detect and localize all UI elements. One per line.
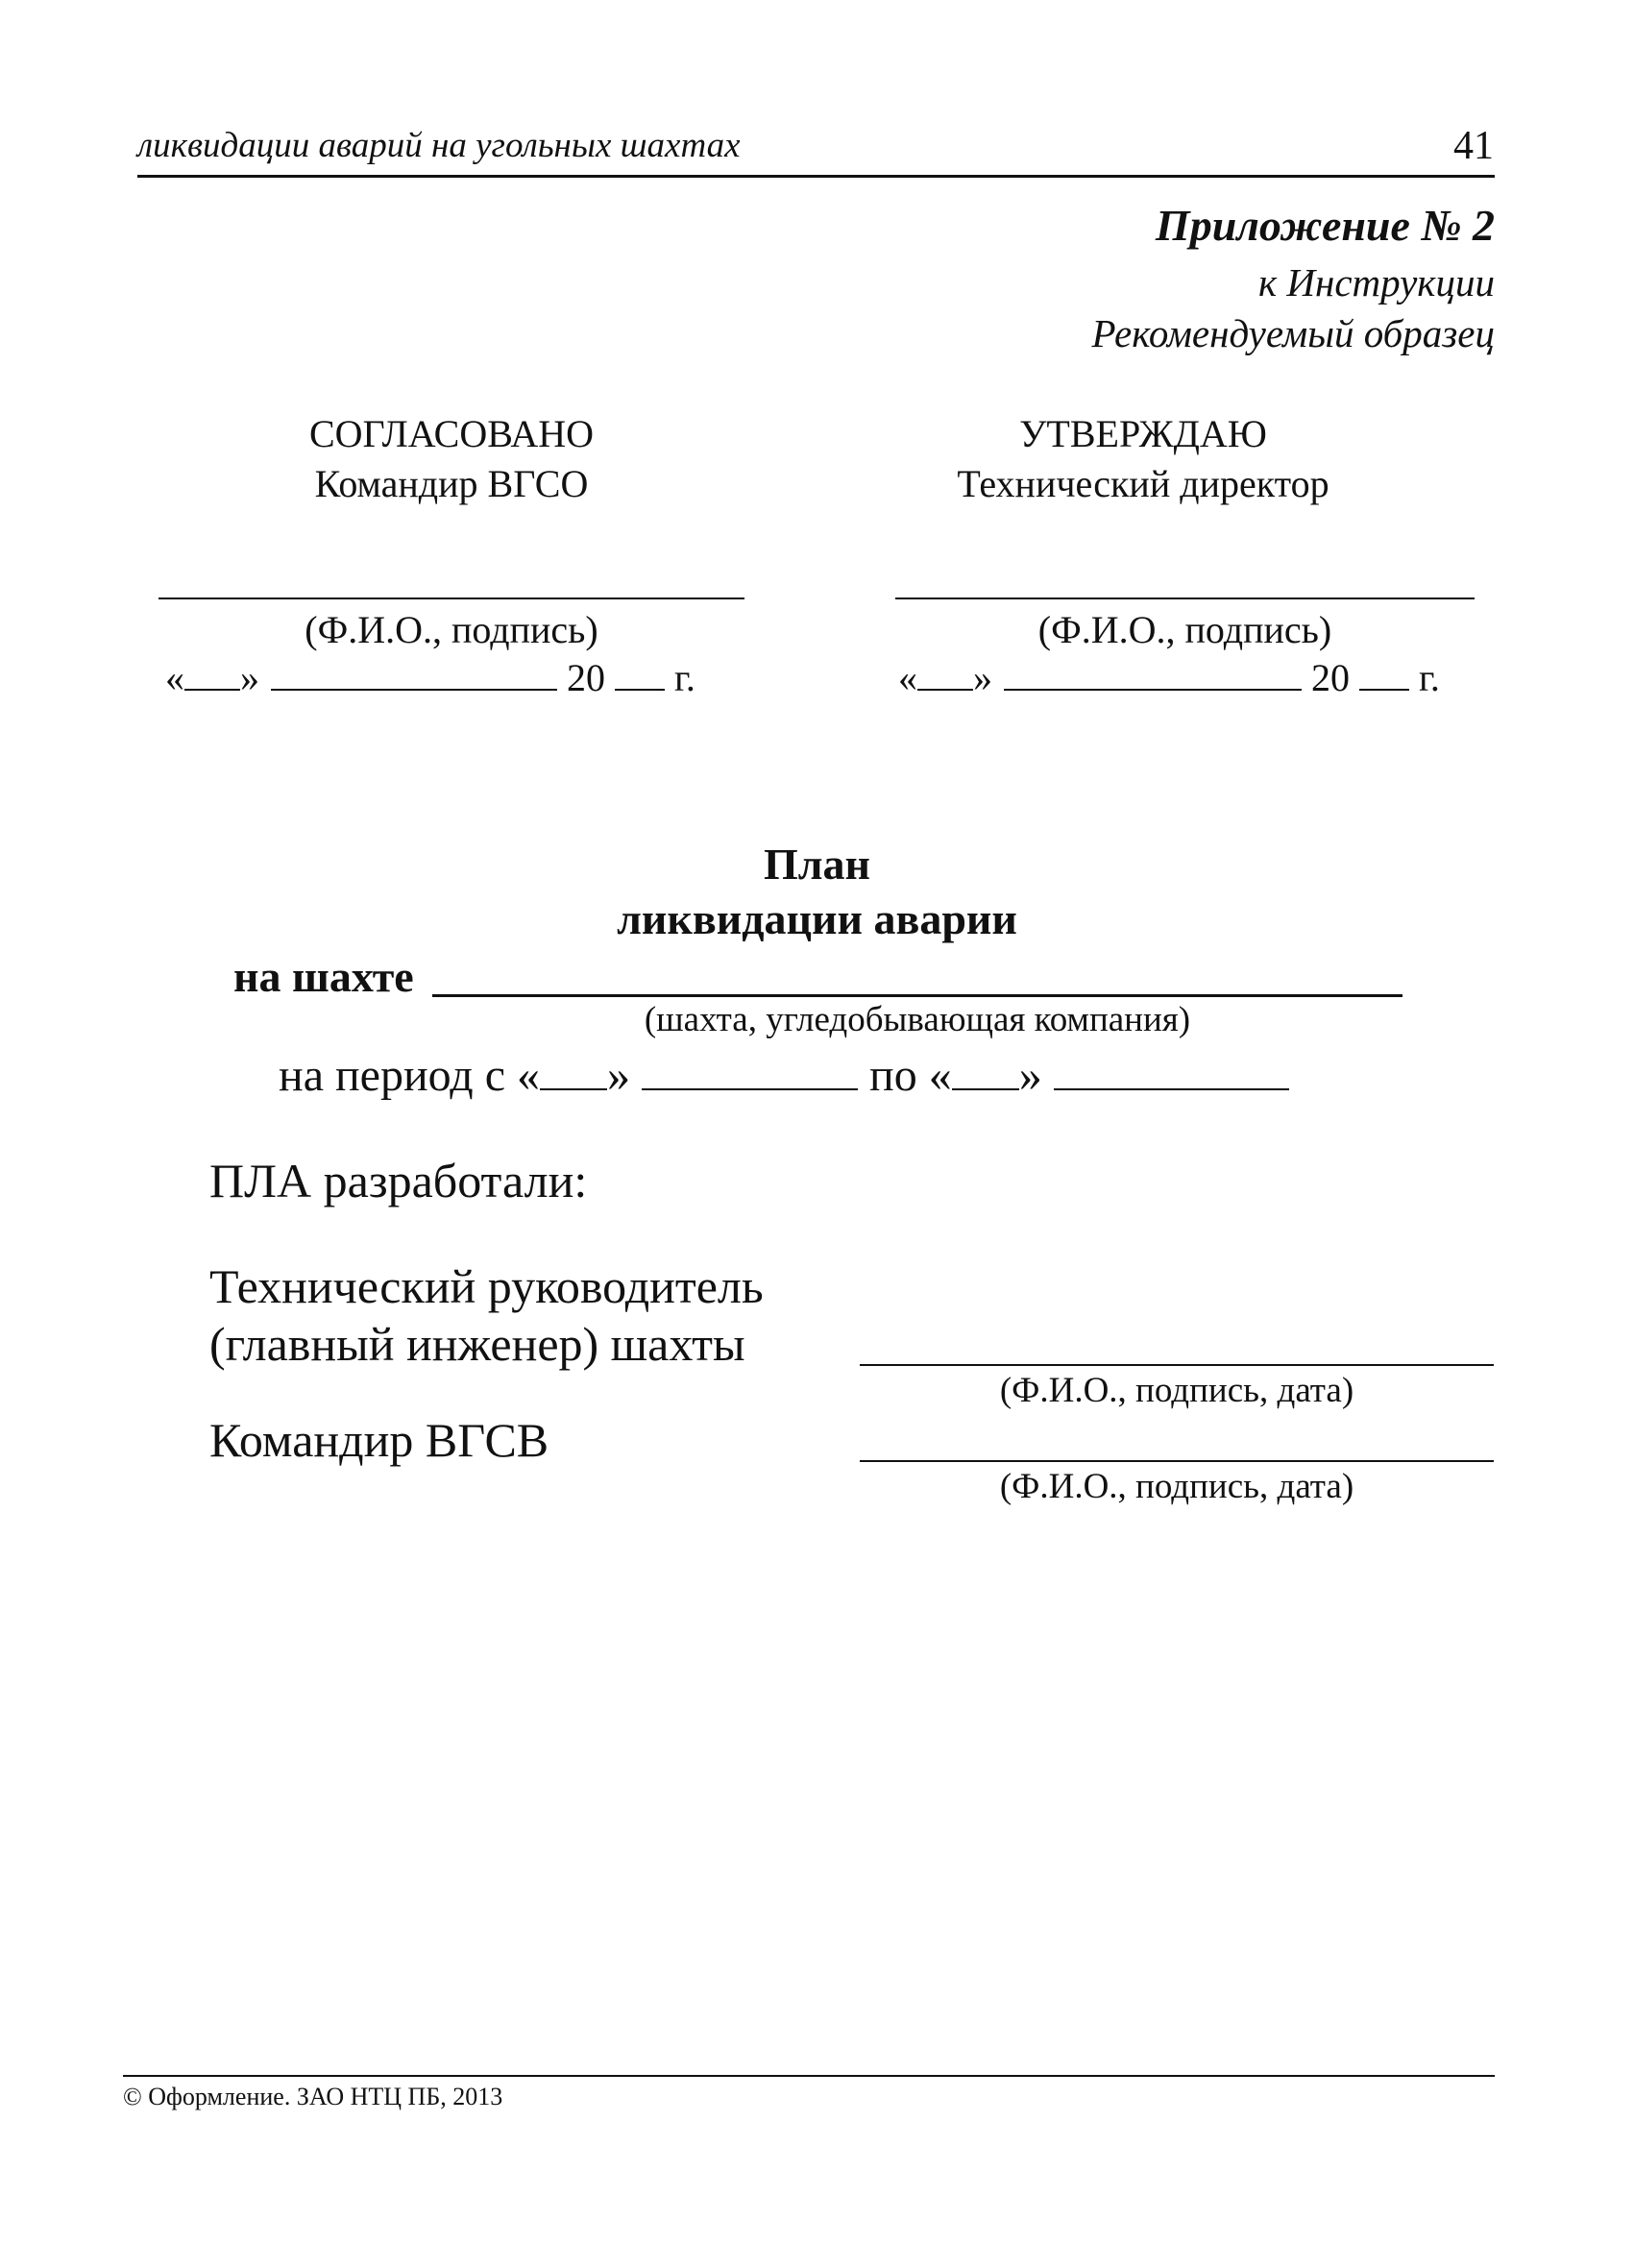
period-from-close: » xyxy=(607,1050,631,1101)
quote-open: « xyxy=(898,656,917,699)
year-prefix: 20 xyxy=(567,656,605,699)
approve-heading: УТВЕРЖДАЮ xyxy=(1019,412,1267,455)
period-to-label: по « xyxy=(869,1050,952,1101)
appendix-title: Приложение № 2 xyxy=(1155,201,1495,250)
role2-caption: (Ф.И.О., подпись, дата) xyxy=(999,1467,1354,1506)
role1-signature-line xyxy=(860,1364,1494,1366)
running-title: ликвидации аварий на угольных шахтах xyxy=(137,126,741,165)
agreed-caption: (Ф.И.О., подпись) xyxy=(305,608,598,651)
year-suffix: г. xyxy=(674,656,695,699)
role2-title: Командир ВГСВ xyxy=(209,1413,549,1467)
year-prefix: 20 xyxy=(1311,656,1350,699)
period-to-close: » xyxy=(1018,1050,1042,1101)
year-suffix: г. xyxy=(1419,656,1440,699)
period-row xyxy=(279,1049,1289,1102)
agreed-signature-line xyxy=(159,597,744,599)
quote-close: » xyxy=(973,656,992,699)
role1-line1: Технический руководитель xyxy=(209,1259,764,1313)
approve-position: Технический директор xyxy=(957,462,1329,505)
footer-copyright: © Оформление. ЗАО НТЦ ПБ, 2013 xyxy=(123,2083,503,2110)
mine-name-line xyxy=(432,994,1402,997)
role1-caption: (Ф.И.О., подпись, дата) xyxy=(999,1371,1354,1410)
header-rule xyxy=(137,175,1495,178)
quote-close: » xyxy=(240,656,259,699)
agreed-heading: СОГЛАСОВАНО xyxy=(308,412,595,455)
role2-signature-line xyxy=(860,1460,1494,1462)
plan-subtitle: ликвидации аварии xyxy=(617,894,1017,943)
role1-line2: (главный инженер) шахты xyxy=(209,1317,745,1371)
footer-rule xyxy=(123,2075,1495,2077)
approve-signature-line xyxy=(895,597,1475,599)
quote-open: « xyxy=(165,656,184,699)
mine-caption: (шахта, угледобывающая компания) xyxy=(644,1000,1191,1039)
approve-caption: (Ф.И.О., подпись) xyxy=(1037,608,1332,651)
appendix-sample: Рекомендуемый образец xyxy=(1091,311,1495,355)
plan-title: План xyxy=(763,840,871,889)
page-number: 41 xyxy=(1453,124,1494,168)
appendix-instruction: к Инструкции xyxy=(1257,260,1495,305)
agreed-position: Командир ВГСО xyxy=(314,462,589,505)
developers-heading: ПЛА разработали: xyxy=(209,1154,588,1207)
mine-label: на шахте xyxy=(233,952,414,1001)
agreed-date-row xyxy=(165,655,695,700)
period-from-label: на период с « xyxy=(279,1050,541,1101)
approve-date-row xyxy=(898,655,1440,700)
